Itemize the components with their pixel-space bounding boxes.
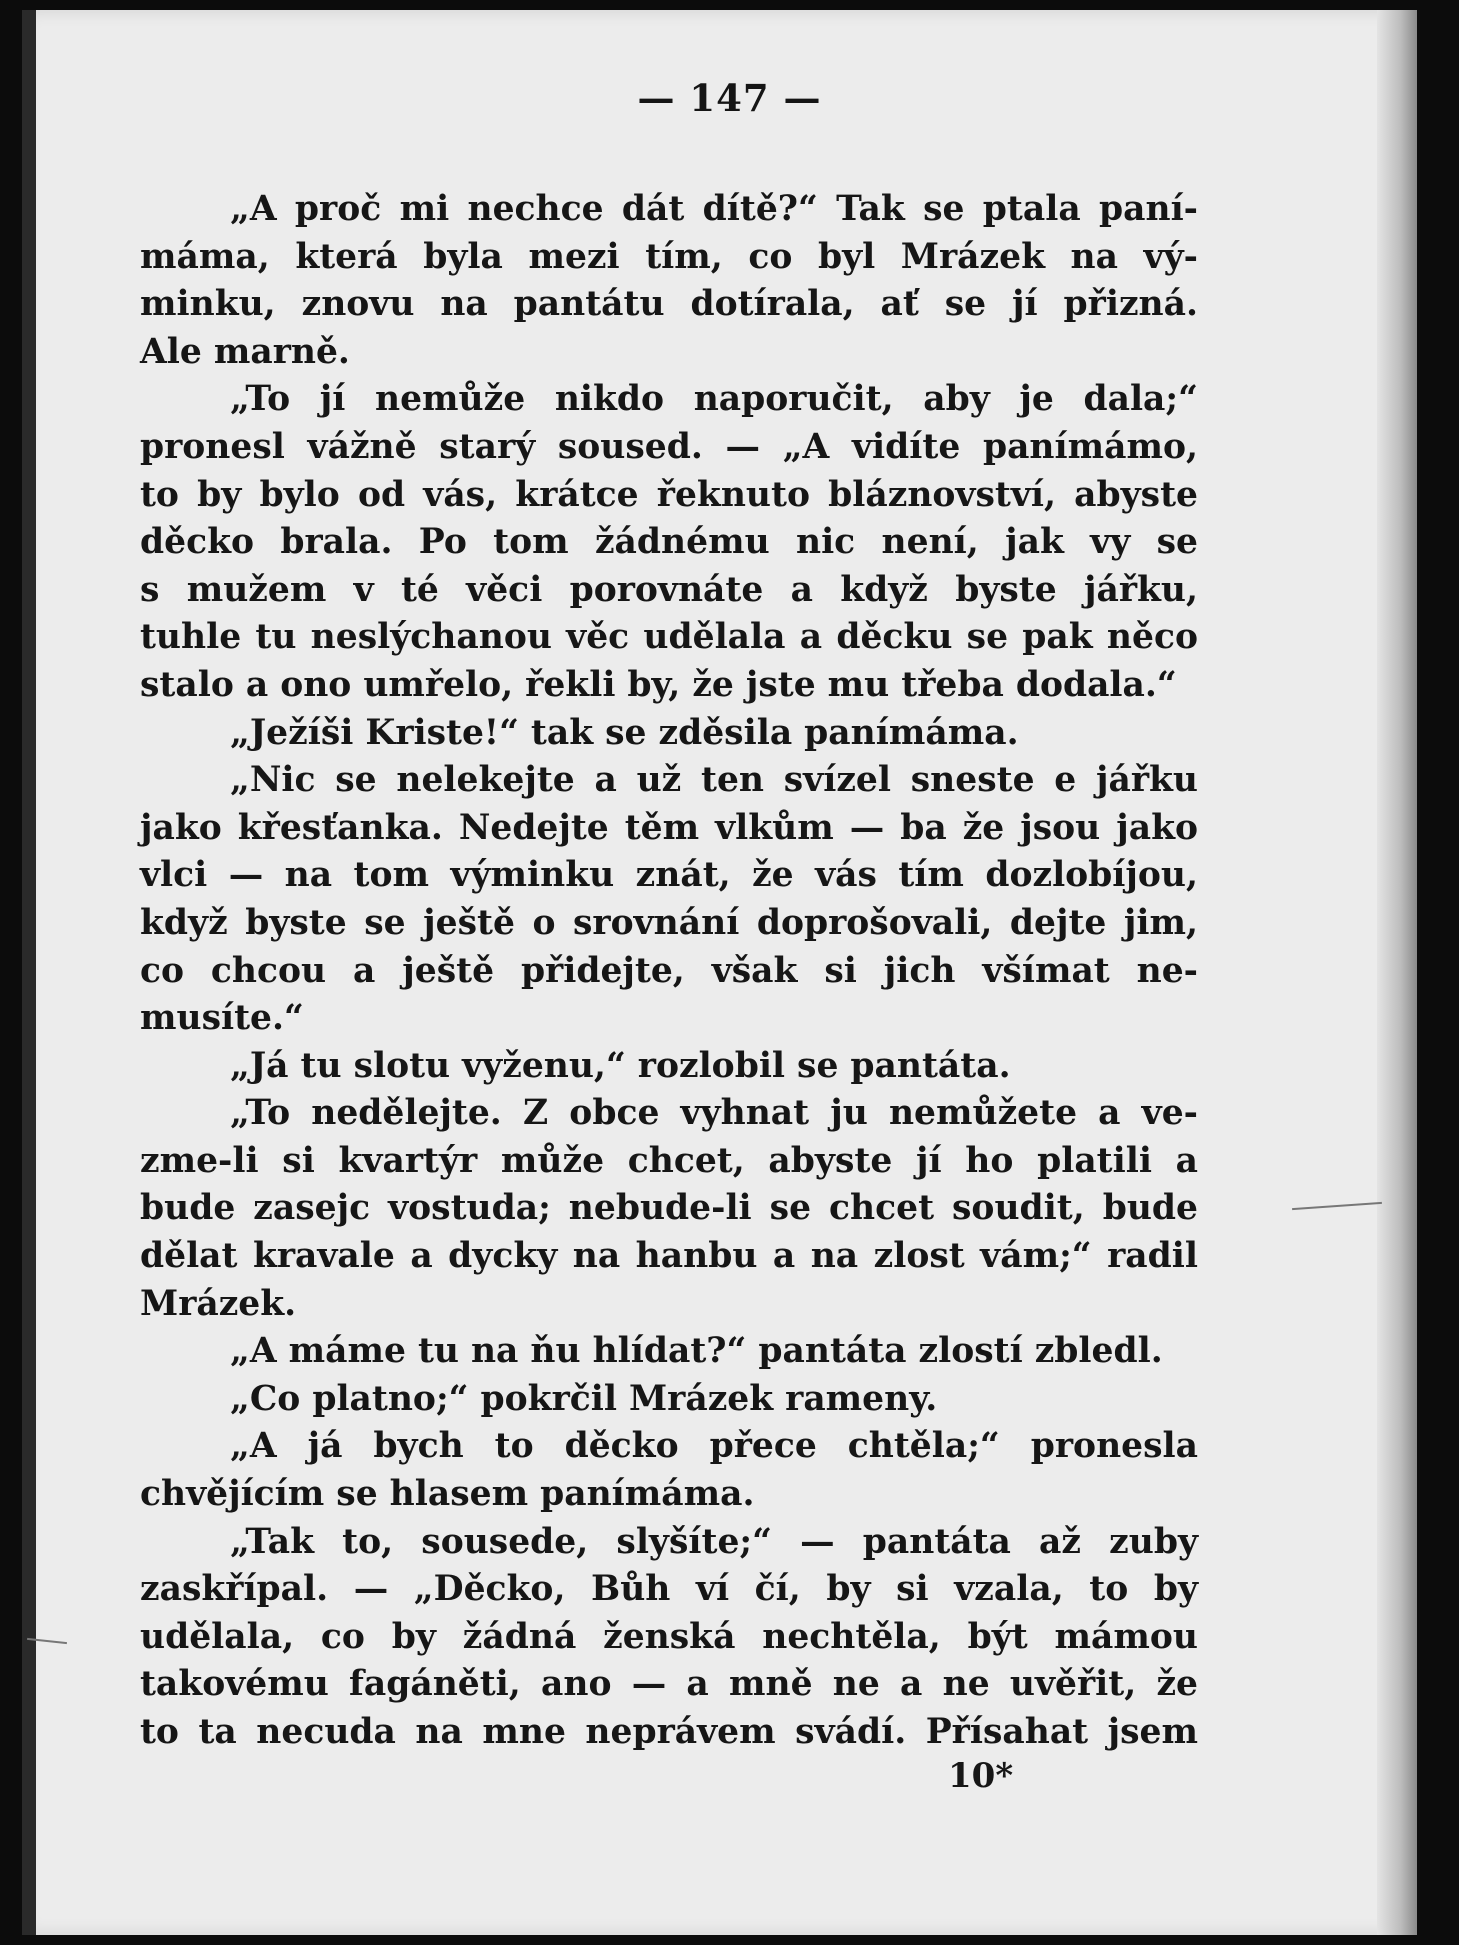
page-number: — 147 — (637, 76, 822, 120)
text-line: minku, znovu na pantátu dotírala, ať se jí přizná. (140, 284, 1198, 325)
text-line: vlci — na tom výminku znát, že vás tím dozlobíjou, (140, 855, 1198, 896)
text-line: „Co platno;“ pokrčil Mrázek rameny. (230, 1378, 938, 1419)
text-line: dělat kravale a dycky na hanbu a na zlost vám;“ radil (140, 1236, 1198, 1277)
text-line: chvějícím se hlasem panímáma. (140, 1474, 755, 1515)
text-line: tuhle tu neslýchanou věc udělala a děcku se pak něco (140, 617, 1198, 658)
text-line: „To jí nemůže nikdo naporučit, aby je dala;“ (230, 379, 1198, 420)
page-edge-shadow (1377, 10, 1417, 1935)
text-line: takovému fagáněti, ano — a mně ne a ne uvěřit, že (140, 1664, 1198, 1705)
text-line: jako křesťanka. Nedejte těm vlkům — ba že jsou jako (140, 807, 1198, 848)
text-line: Ale marně. (140, 331, 350, 372)
text-line: to ta necuda na mne neprávem svádí. Přísahat jsem (140, 1712, 1198, 1752)
signature-mark: 10* (948, 1756, 1014, 1796)
text-line: bude zasejc vostuda; nebude-li se chcet soudit, bude (140, 1188, 1198, 1229)
margin-mark (1292, 1202, 1382, 1210)
text-line: „Tak to, sousede, slyšíte;“ — pantáta až zuby (230, 1521, 1198, 1562)
binding-shadow (22, 10, 36, 1935)
text-line: udělala, co by žádná ženská nechtěla, být mámou (140, 1616, 1198, 1657)
text-line: „To nedělejte. Z obce vyhnat ju nemůžete a ve- (230, 1093, 1198, 1134)
text-line: „A já bych to děcko přece chtěla;“ pronesla (230, 1426, 1198, 1467)
text-line: pronesl vážně starý soused. — „A vidíte panímámo, (140, 426, 1198, 467)
text-line: co chcou a ještě přidejte, však si jich všímat ne- (140, 950, 1198, 991)
text-line: stalo a ono umřelo, řekli by, že jste mu třeba dodala.“ (140, 664, 1177, 705)
text-line: „Ježíši Kriste!“ tak se zděsila panímáma. (230, 712, 1019, 753)
body-text (140, 186, 1198, 1757)
text-line: s mužem v té věci porovnáte a když byste jářku, (140, 569, 1198, 610)
text-line: zaskřípal. — „Děcko, Bůh ví čí, by si vzala, to by (140, 1569, 1198, 1610)
text-line: zme-li si kvartýr může chcet, abyste jí ho platili a (140, 1140, 1198, 1181)
text-line: musíte.“ (140, 998, 304, 1039)
text-line: „Já tu slotu vyženu,“ rozlobil se pantáta. (230, 1045, 1011, 1086)
text-line: „Nic se nelekejte a už ten svízel sneste e jářku (230, 760, 1198, 801)
text-line: „A proč mi nechce dát dítě?“ Tak se ptala paní- (230, 189, 1198, 229)
text-line: Mrázek. (140, 1283, 297, 1324)
text-line: máma, která byla mezi tím, co byl Mrázek na vý- (140, 236, 1198, 277)
text-line: děcko brala. Po tom žádnému nic není, jak vy se (140, 522, 1198, 563)
text-line: když byste se ještě o srovnání doprošovali, dejte jim, (140, 902, 1198, 943)
text-line: to by bylo od vás, krátce řeknuto bláznovství, abyste (140, 474, 1198, 515)
text-line: „A máme tu na ňu hlídat?“ pantáta zlostí zbledl. (230, 1331, 1163, 1372)
